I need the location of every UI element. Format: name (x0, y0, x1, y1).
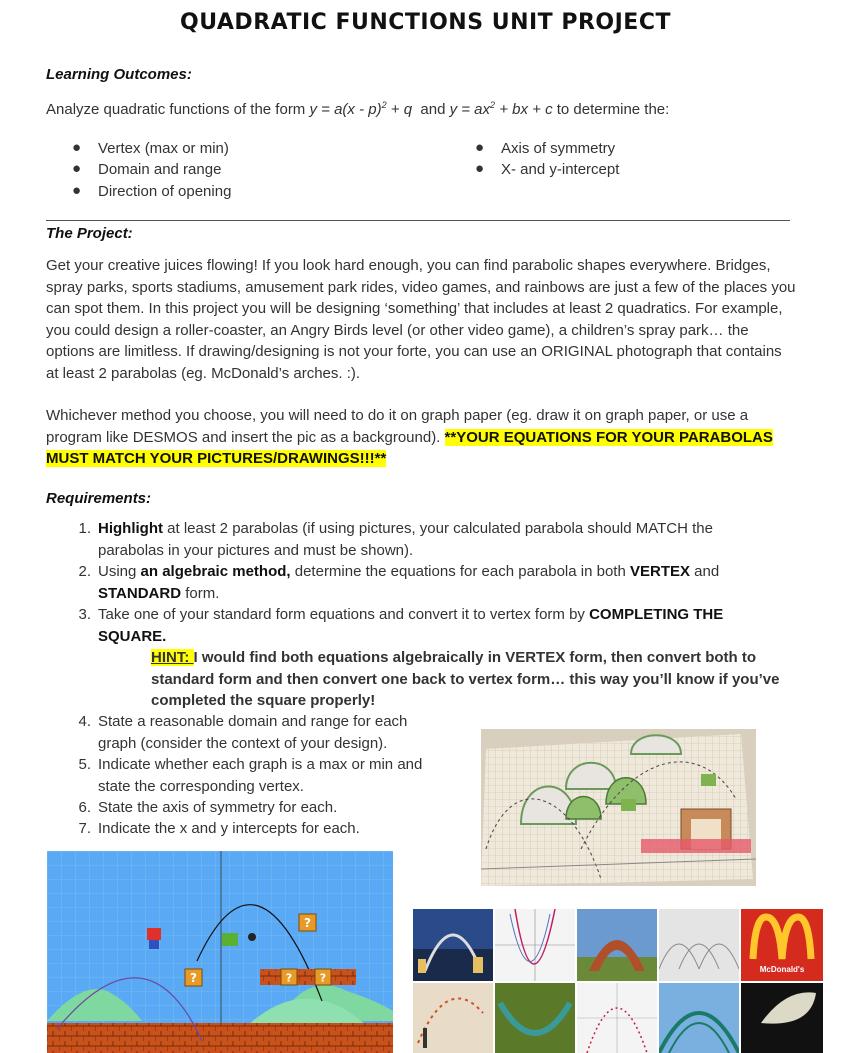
question-block-1 (299, 914, 316, 931)
parabola-graph-photo (495, 909, 575, 981)
vertex-form-formula: y = a(x - p)$^2$ + q (309, 100, 413, 118)
outcomes-intro (46, 95, 669, 121)
intro-suffix: to determine the: (552, 101, 670, 118)
mario-desmos-graph (47, 851, 393, 1053)
grid-parabola-photo (577, 983, 657, 1053)
arch-city-photo (413, 909, 493, 981)
flashlight-photo (741, 983, 823, 1053)
standard-form-formula: $y = ax^2$ + bx + c (449, 100, 553, 118)
bullet-intercepts: ● X- and y-intercept (475, 160, 620, 178)
requirement-4: 4. State a reasonable domain and range for each graph (consider the context of your design). (78, 713, 408, 752)
bullet-vertex: ● Vertex (max or min) (72, 139, 229, 157)
question-block-2 (185, 969, 202, 986)
svg-text:?: ? (304, 916, 311, 930)
project-warning: **YOUR EQUATIONS FOR YOUR PARABOLAS MUST MATCH YOUR PICTURES/DRAWINGS!!!** (46, 428, 773, 467)
and-word: and (412, 101, 450, 118)
hammock-photo (495, 983, 575, 1053)
intro-prefix: Analyze quadratic functions of the form (46, 101, 310, 118)
requirement-3: 3. Take one of your standard form equations and convert it to vertex form by COMPLETING THE SQUARE. (78, 606, 724, 645)
hint-label: HINT: (151, 649, 194, 666)
svg-text:McDonald's: McDonald's (759, 965, 805, 974)
svg-text:?: ? (190, 971, 197, 985)
requirement-7: 7. Indicate the x and y intercepts for each. (78, 820, 360, 837)
graph-paper-drawing-photo (481, 729, 756, 886)
project-paragraph-2: Whichever method you choose, you will need to do it on graph paper (eg. draw it on graph paper, or use a program like DESMOS and insert the pic as a background). **YOUR EQUATIONS FOR YOUR PARABOLAS MUST MATCH YOUR PICTURES/DRAWINGS!!!** (46, 407, 773, 467)
hint-text: HINT: I would find both equations algebraically in VERTEX form, then convert both to standard form and then convert one back to vertex form… this way you’ll know if you’ve completed the square properly! (151, 649, 780, 709)
section-divider (46, 220, 790, 221)
stone-arch-photo (577, 909, 657, 981)
requirement-6: 6. State the axis of symmetry for each. (78, 799, 338, 816)
requirement-5: 5. Indicate whether each graph is a max or min and state the corresponding vertex. (78, 756, 423, 795)
question-block-4 (315, 969, 331, 985)
basketball-shot-photo (413, 983, 493, 1053)
requirement-1: 1. Highlight at least 2 parabolas (if using pictures, your calculated parabola should MATCH the parabolas in your pictures and must be shown). (78, 520, 713, 559)
project-heading: The Project: (46, 225, 133, 242)
svg-text:?: ? (285, 971, 293, 985)
learning-outcomes-heading: Learning Outcomes: (46, 66, 192, 83)
mcdonalds-logo (741, 909, 823, 981)
bullet-domain-range: ● Domain and range (72, 160, 222, 178)
question-block-3 (281, 969, 297, 985)
requirements-heading: Requirements: (46, 490, 152, 507)
roller-coaster-photo (659, 983, 739, 1053)
page-title: QUADRATIC FUNCTIONS UNIT PROJECT (180, 10, 671, 35)
project-paragraph-1: Get your creative juices flowing! If you look hard enough, you can find parabolic shapes everywhere. Bridges, spray parks, sports stadiums, amusement park rides, video games, and rainbows are just a few of the places you can spot them. In this project you will be designing ‘something’ that includes at least 2 quadratics. For example, you could design a roller-coaster, an Angry Birds level (or other video game), a children’s spray park… the options are limitless. If drawing/designing is not your forte, you can use an ORIGINAL photograph that contains at least 2 parabolas (eg. McDonald’s arches. :). (46, 257, 796, 382)
bullet-direction: ● Direction of opening (72, 182, 232, 200)
fountain-photo (659, 909, 739, 981)
bullet-axis: ● Axis of symmetry (475, 139, 616, 157)
requirement-2: 2. Using an algebraic method, determine the equations for each parabola in both VERTEX and STANDARD form. (78, 563, 720, 602)
svg-text:?: ? (319, 971, 327, 985)
